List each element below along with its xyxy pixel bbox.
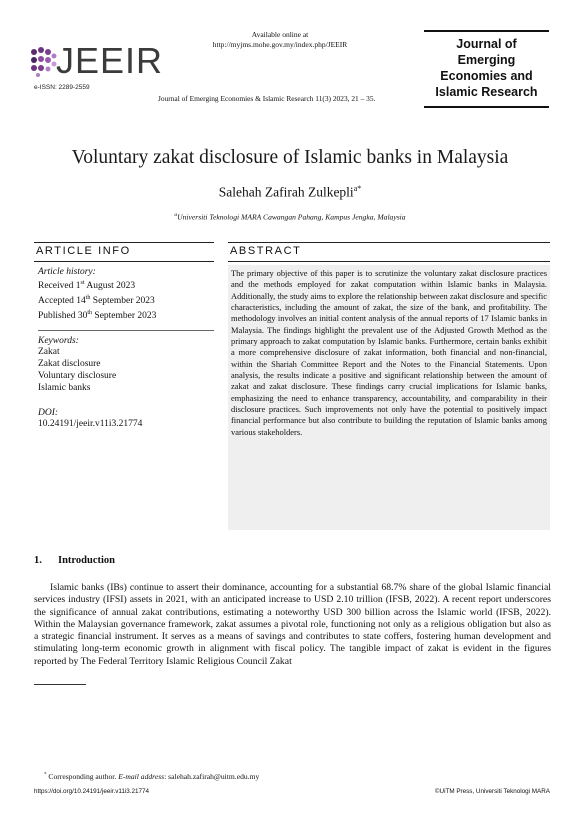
journal-url-link[interactable]: http://myjms.mohe.gov.my/index.php/JEEIR <box>212 40 348 49</box>
history-label: Article history: <box>38 267 96 277</box>
footer-doi-link[interactable]: https://doi.org/10.24191/jeeir.v11i3.21774 <box>34 788 150 795</box>
received-date: Received 1st August 2023 <box>38 280 136 292</box>
affiliation-text: Universiti Teknologi MARA Cawangan Pahang, Kampus Jengka, Malaysia <box>177 212 406 222</box>
keyword-item: Voluntary disclosure <box>38 371 117 381</box>
author-name: Salehah Zafirah Zulkepli <box>218 184 354 200</box>
corresponding-author-note: * Corresponding author. E-mail address: salehah.zafirah@uitm.edu.my <box>44 772 260 781</box>
section-heading-introduction <box>34 555 115 566</box>
eissn: e-ISSN: 2289-2559 <box>34 84 90 91</box>
accepted-date: Accepted 14th September 2023 <box>38 295 155 307</box>
article-history <box>38 267 218 322</box>
keyword-item: Zakat <box>38 347 60 357</box>
published-date: Published 30th September 2023 <box>38 310 157 322</box>
availability-note <box>200 30 360 50</box>
journal-name-box <box>424 30 549 108</box>
author-superscript: a* <box>353 184 362 193</box>
affiliation <box>0 212 580 222</box>
footnote-rule <box>34 684 86 685</box>
abstract-top-rule <box>228 242 550 243</box>
logo-wordmark: JEEIR <box>56 40 164 81</box>
journal-logo <box>30 40 164 86</box>
keywords-label: Keywords: <box>38 336 79 346</box>
article-title: Voluntary zakat disclosure of Islamic banks in Malaysia <box>71 147 509 168</box>
doi-link[interactable]: 10.24191/jeeir.v11i3.21774 <box>38 419 143 429</box>
abstract-bottom-rule <box>228 261 550 262</box>
abstract-box <box>228 265 550 530</box>
doi-label: DOI: <box>38 408 59 418</box>
journal-name-line: Journal of <box>456 37 517 51</box>
publisher-copyright: ©UiTM Press, Universiti Teknologi MARA <box>434 788 550 795</box>
author-line <box>0 184 580 201</box>
journal-reference: Journal of Emerging Economies & Islamic Research 11(3) 2023, 21 – 35. <box>158 94 376 103</box>
article-info-bottom-rule <box>34 261 214 262</box>
article-info-top-rule <box>34 242 214 243</box>
abstract-text: The primary objective of this paper is to scrutinize the voluntary zakat disclosure practices and the methods employed for zakat computation within Islamic banks in Malaysia. Additionally, the study aims to explore the relationship between zakat disclosure and specific characteristics, including the amount of zakat, the size of the bank, and profitability. The methodology involves an initial content analysis of the annual reports of 17 Islamic banks in Malaysia. The findings highlight the prevalent use of the Adjusted Growth Method as the primary approach to zakat computation by Islamic banks. Furthermore, certain banks exhibit a more comprehensive disclosure of zakat information, both financial and non-financial, within the Shariah Committee Report and the Notes to the Financial Statements. Upon analysis, the results indicate a positive and significant relationship between the amount of zakat and zakat disclosure. These findings carry crucial implications for Islamic banks, emphasizing the need to enhance transparency, accountability, and comparability in their disclosure practices. Such improvements not only have the potential to positively impact financial performance but also contribute to building the reputation of Islamic banks among various stakeholders. <box>231 268 547 437</box>
journal-name-line: Islamic Research <box>435 85 538 99</box>
keywords-block <box>38 336 218 394</box>
keyword-item: Zakat disclosure <box>38 359 101 369</box>
corresponding-email: : salehah.zafirah@uitm.edu.my <box>164 772 260 781</box>
introduction-paragraph: Islamic banks (IBs) continue to assert their dominance, accounting for a substantial 68.7% share of the global Islamic financial services industry (IFSI) assets in 2021, with an anticipated increase to USD 2.10 trillion (IFSB, 2022). A recent report underscores the significance of annual zakat contributions, estimating a noteworthy USD 300 billion across the Islamic world (IFSB, 2022). Within the Malaysian governance framework, zakat assumes a pivotal role, functioning not only as a religious obligation but also as a strategic financial instrument. It serves as a means of savings and contributes to state coffers, fostering human development and stimulating long-term economic growth in alignment with fiscal policy. The tangible impact of zakat is evident in the figures reported by The Federal Territory Islamic Religious Council Zakat <box>34 582 551 667</box>
available-online-label: Available online at <box>251 30 309 39</box>
article-info-heading: ARTICLE INFO <box>36 245 131 257</box>
affiliation-superscript: a <box>174 212 178 218</box>
journal-name-line: Emerging <box>457 53 516 67</box>
keyword-item: Islamic banks <box>38 383 91 393</box>
doi-block <box>38 408 218 430</box>
abstract-heading: ABSTRACT <box>230 245 302 257</box>
journal-name-line: Economies and <box>440 69 533 83</box>
history-rule <box>38 330 214 331</box>
section-number: 1. <box>34 555 42 566</box>
section-title: Introduction <box>58 555 115 566</box>
